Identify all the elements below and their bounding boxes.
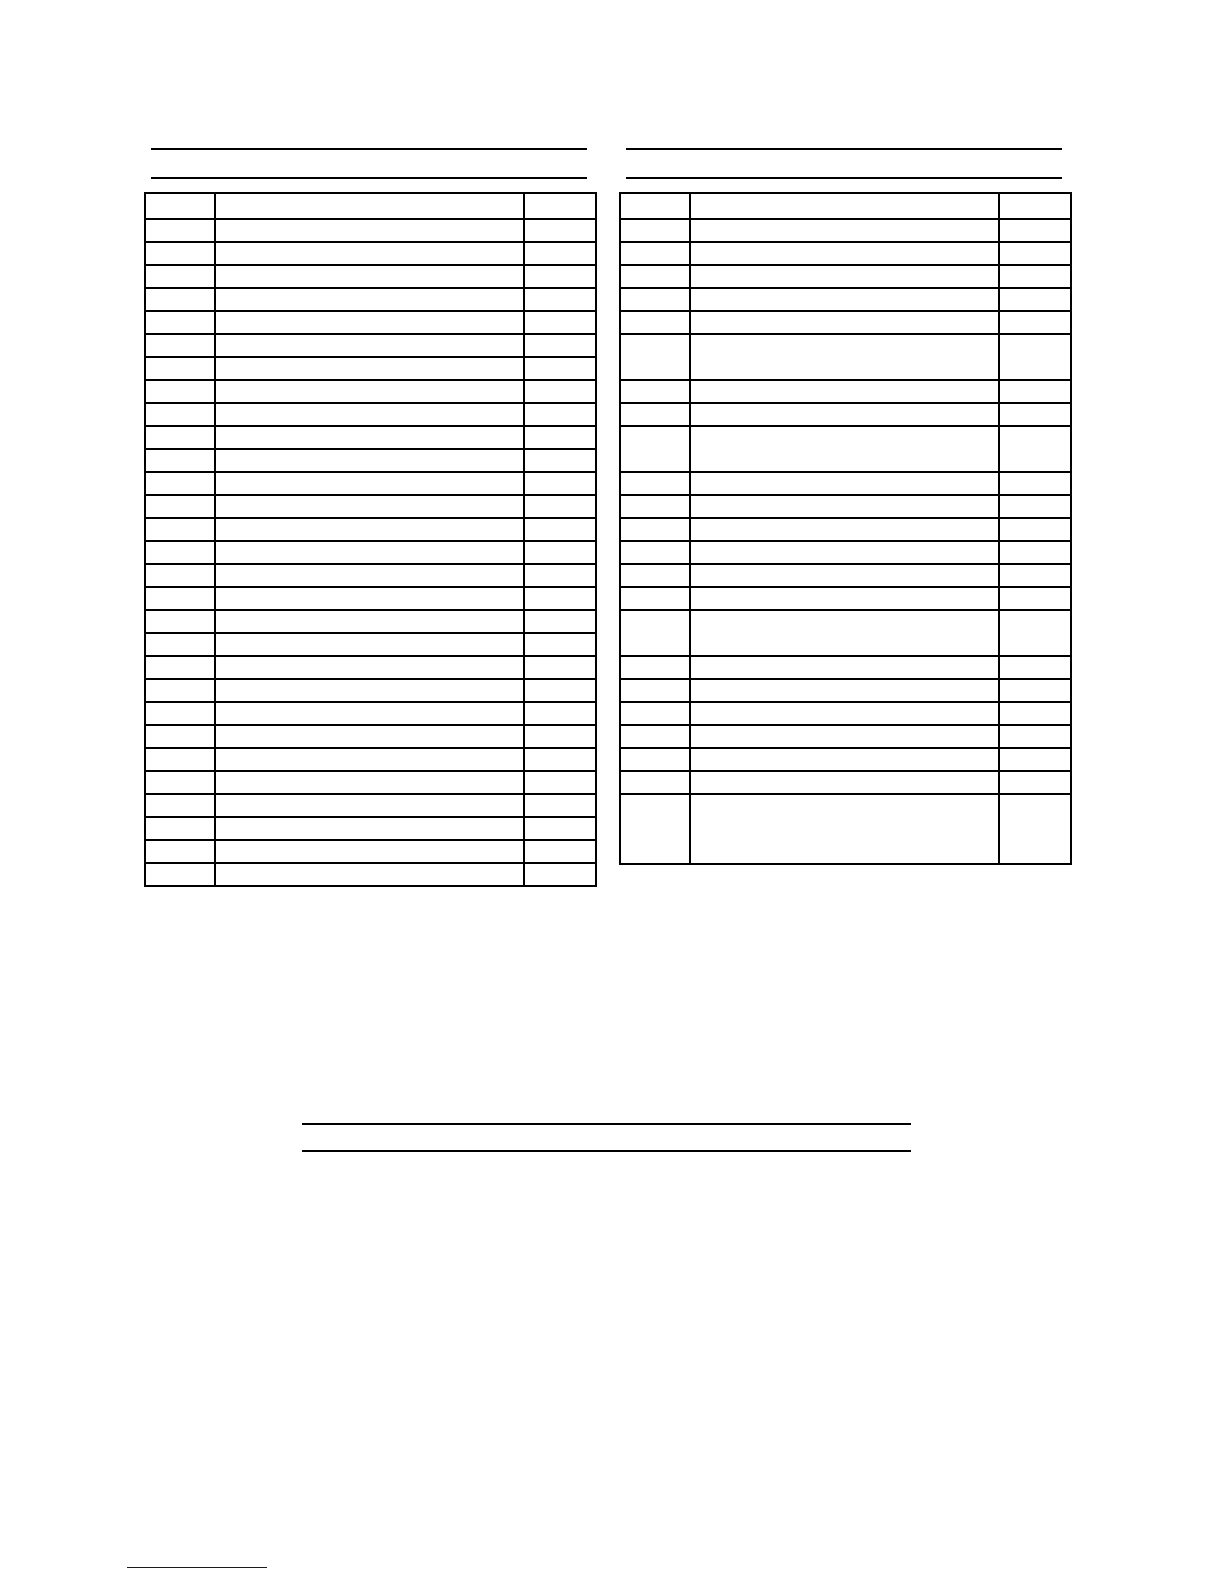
table-cell: [524, 334, 596, 357]
table-cell: [690, 702, 999, 725]
left-title-rule-bottom: [151, 177, 587, 179]
table-cell: [999, 495, 1071, 518]
table-cell: [524, 357, 596, 380]
table-cell: [215, 288, 524, 311]
table-row: [620, 518, 1071, 541]
table-row: [620, 426, 1071, 472]
table-row: [145, 702, 596, 725]
table-cell: [620, 288, 690, 311]
table-cell: [690, 380, 999, 403]
table-row: [620, 242, 1071, 265]
table-cell: [524, 748, 596, 771]
table-cell: [999, 610, 1071, 656]
table-cell: [620, 610, 690, 656]
table-cell: [215, 311, 524, 334]
table-cell: [999, 380, 1071, 403]
table-row: [620, 702, 1071, 725]
table-cell: [145, 288, 215, 311]
table-cell: [999, 541, 1071, 564]
table-row: [620, 541, 1071, 564]
table-row: [145, 863, 596, 886]
table-cell: [999, 771, 1071, 794]
table-cell: [215, 495, 524, 518]
table-row: [620, 679, 1071, 702]
table-row: [620, 725, 1071, 748]
table-cell: [145, 380, 215, 403]
table-cell: [145, 794, 215, 817]
table-cell: [215, 748, 524, 771]
table-cell: [999, 403, 1071, 426]
table-row: [145, 426, 596, 449]
table-cell: [999, 564, 1071, 587]
table-cell: [999, 288, 1071, 311]
table-cell: [999, 426, 1071, 472]
table-cell: [215, 679, 524, 702]
table-row: [145, 840, 596, 863]
table-cell: [999, 702, 1071, 725]
table-cell: [145, 311, 215, 334]
table-row: [145, 794, 596, 817]
table-row: [620, 748, 1071, 771]
table-cell: [145, 840, 215, 863]
table-row: [620, 380, 1071, 403]
table-cell: [145, 242, 215, 265]
table-cell: [145, 863, 215, 886]
table-cell: [690, 334, 999, 380]
table-cell: [524, 288, 596, 311]
table-cell: [999, 587, 1071, 610]
table-row: [620, 403, 1071, 426]
table-row: [145, 449, 596, 472]
table-cell: [999, 219, 1071, 242]
bottom-title-rule-bottom: [302, 1150, 911, 1152]
table-cell: [690, 242, 999, 265]
table-cell: [524, 518, 596, 541]
table-cell: [524, 863, 596, 886]
table-cell: [524, 610, 596, 633]
header-cell: [620, 193, 690, 219]
table-row: [145, 219, 596, 242]
table-row: [620, 265, 1071, 288]
table-cell: [524, 265, 596, 288]
table-cell: [620, 403, 690, 426]
table-cell: [215, 587, 524, 610]
header-cell: [215, 193, 524, 219]
table-cell: [999, 679, 1071, 702]
table-cell: [145, 633, 215, 656]
table-cell: [620, 242, 690, 265]
table-cell: [999, 242, 1071, 265]
table-cell: [690, 472, 999, 495]
table-cell: [999, 311, 1071, 334]
table-cell: [145, 564, 215, 587]
table-cell: [215, 863, 524, 886]
table-cell: [524, 817, 596, 840]
table-row: [145, 518, 596, 541]
table-cell: [145, 357, 215, 380]
table-cell: [999, 518, 1071, 541]
header-row: [620, 193, 1071, 219]
table-cell: [999, 334, 1071, 380]
table-row: [145, 265, 596, 288]
table-cell: [524, 541, 596, 564]
table-cell: [690, 564, 999, 587]
table-row: [145, 610, 596, 633]
table-cell: [215, 426, 524, 449]
table-row: [620, 771, 1071, 794]
table-cell: [620, 564, 690, 587]
table-cell: [690, 541, 999, 564]
header-row: [145, 193, 596, 219]
table-row: [145, 403, 596, 426]
table-cell: [524, 449, 596, 472]
table-cell: [524, 794, 596, 817]
table-cell: [690, 725, 999, 748]
table-cell: [620, 426, 690, 472]
table-cell: [215, 771, 524, 794]
table-cell: [524, 495, 596, 518]
table-row: [145, 771, 596, 794]
table-cell: [145, 495, 215, 518]
table-row: [145, 725, 596, 748]
table-row: [145, 541, 596, 564]
table-cell: [690, 610, 999, 656]
table-cell: [620, 518, 690, 541]
table-cell: [145, 817, 215, 840]
table-cell: [215, 541, 524, 564]
table-cell: [215, 219, 524, 242]
table-row: [145, 311, 596, 334]
table-cell: [215, 702, 524, 725]
table-cell: [620, 495, 690, 518]
bottom-title-rule-top: [302, 1123, 911, 1125]
table-cell: [215, 403, 524, 426]
table-row: [145, 242, 596, 265]
table-cell: [215, 472, 524, 495]
table-cell: [690, 518, 999, 541]
right-table: [619, 192, 1072, 865]
table-cell: [215, 817, 524, 840]
table-cell: [620, 702, 690, 725]
table-cell: [690, 219, 999, 242]
table-cell: [145, 426, 215, 449]
header-cell: [524, 193, 596, 219]
table-cell: [524, 656, 596, 679]
table-cell: [690, 794, 999, 864]
table-cell: [145, 472, 215, 495]
table-cell: [215, 380, 524, 403]
table-cell: [690, 771, 999, 794]
table-cell: [145, 219, 215, 242]
table-cell: [690, 403, 999, 426]
table-cell: [690, 265, 999, 288]
header-cell: [145, 193, 215, 219]
table-cell: [620, 219, 690, 242]
table-row: [620, 288, 1071, 311]
table-cell: [215, 242, 524, 265]
table-cell: [145, 403, 215, 426]
table-cell: [524, 633, 596, 656]
table-row: [620, 311, 1071, 334]
table-cell: [620, 265, 690, 288]
table-cell: [145, 265, 215, 288]
table-cell: [215, 610, 524, 633]
table-row: [620, 495, 1071, 518]
table-cell: [215, 334, 524, 357]
table-cell: [524, 771, 596, 794]
table-cell: [215, 357, 524, 380]
table-cell: [145, 541, 215, 564]
table-row: [145, 817, 596, 840]
table-cell: [620, 472, 690, 495]
table-cell: [145, 449, 215, 472]
table-cell: [620, 725, 690, 748]
table-cell: [215, 564, 524, 587]
table-row: [145, 288, 596, 311]
table-cell: [145, 748, 215, 771]
table-row: [145, 656, 596, 679]
table-cell: [690, 587, 999, 610]
table-cell: [524, 380, 596, 403]
right-title-rule-bottom: [626, 177, 1062, 179]
table-row: [145, 679, 596, 702]
table-cell: [690, 748, 999, 771]
table-row: [620, 219, 1071, 242]
footer-link[interactable]: [127, 1567, 267, 1568]
table-cell: [620, 334, 690, 380]
table-row: [145, 564, 596, 587]
header-cell: [690, 193, 999, 219]
table-row: [145, 495, 596, 518]
table-cell: [620, 679, 690, 702]
table-cell: [999, 725, 1071, 748]
table-cell: [620, 311, 690, 334]
table-cell: [145, 679, 215, 702]
table-cell: [215, 449, 524, 472]
table-cell: [215, 840, 524, 863]
table-row: [620, 587, 1071, 610]
left-table: [144, 192, 597, 887]
table-cell: [620, 771, 690, 794]
table-cell: [215, 725, 524, 748]
table-row: [620, 656, 1071, 679]
table-cell: [524, 472, 596, 495]
table-cell: [524, 679, 596, 702]
table-row: [145, 357, 596, 380]
table-cell: [999, 794, 1071, 864]
table-cell: [999, 748, 1071, 771]
table-cell: [620, 380, 690, 403]
table-cell: [524, 311, 596, 334]
table-cell: [999, 656, 1071, 679]
table-cell: [215, 265, 524, 288]
table-cell: [690, 288, 999, 311]
table-cell: [524, 702, 596, 725]
table-cell: [620, 656, 690, 679]
table-cell: [690, 426, 999, 472]
left-title-rule-top: [151, 148, 587, 150]
table-cell: [145, 518, 215, 541]
table-cell: [215, 656, 524, 679]
table-row: [620, 334, 1071, 380]
table-cell: [215, 794, 524, 817]
table-row: [620, 610, 1071, 656]
table-cell: [690, 311, 999, 334]
table-cell: [215, 518, 524, 541]
table-cell: [620, 748, 690, 771]
table-cell: [690, 679, 999, 702]
header-cell: [999, 193, 1071, 219]
table-row: [145, 633, 596, 656]
table-cell: [524, 426, 596, 449]
table-cell: [145, 656, 215, 679]
table-cell: [215, 633, 524, 656]
table-cell: [690, 495, 999, 518]
table-cell: [999, 265, 1071, 288]
table-row: [620, 794, 1071, 864]
table-cell: [524, 587, 596, 610]
table-cell: [145, 702, 215, 725]
table-cell: [145, 725, 215, 748]
table-cell: [145, 771, 215, 794]
table-cell: [999, 472, 1071, 495]
table-cell: [620, 587, 690, 610]
table-row: [145, 380, 596, 403]
table-row: [145, 334, 596, 357]
table-cell: [524, 840, 596, 863]
table-cell: [690, 656, 999, 679]
table-row: [145, 748, 596, 771]
table-cell: [145, 334, 215, 357]
table-cell: [620, 541, 690, 564]
table-row: [145, 587, 596, 610]
right-title-rule-top: [626, 148, 1062, 150]
table-cell: [620, 794, 690, 864]
table-row: [620, 564, 1071, 587]
table-cell: [524, 564, 596, 587]
table-row: [145, 472, 596, 495]
table-cell: [524, 725, 596, 748]
table-cell: [145, 587, 215, 610]
table-cell: [524, 219, 596, 242]
table-cell: [524, 242, 596, 265]
table-cell: [524, 403, 596, 426]
table-row: [620, 472, 1071, 495]
table-cell: [145, 610, 215, 633]
